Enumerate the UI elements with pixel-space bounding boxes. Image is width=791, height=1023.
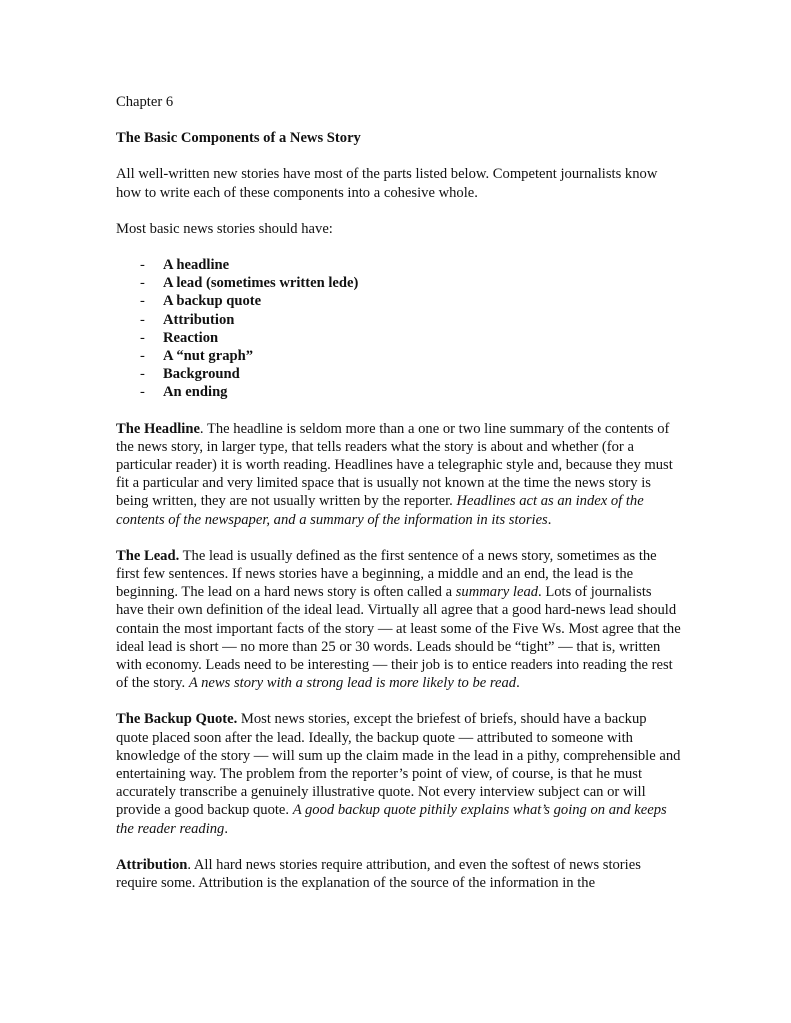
list-item (140, 347, 681, 365)
list-item-label: A “nut graph” (163, 347, 254, 364)
list-dash: - (140, 366, 145, 383)
list-item-label: A lead (sometimes written lede) (163, 275, 359, 292)
attribution-section (116, 856, 681, 892)
chapter-title: The Basic Components of a News Story (116, 130, 361, 147)
list-item (140, 256, 681, 274)
lead-section (116, 547, 681, 693)
attribution-heading: Attribution (116, 856, 188, 873)
list-item (140, 274, 681, 292)
backup-quote-end: . (224, 820, 229, 837)
lead-heading: The Lead. (116, 547, 180, 564)
attribution-body: . All hard news stories require attribution, and even the softest of news stories require some. Attribution is the explanation of the source of the information in the (116, 856, 641, 891)
list-item (140, 329, 681, 347)
lead-body-2: . Lots of journalists have their own definition of the ideal lead. Virtually all agree that a good hard-news lead should contain the most important facts of the story — at least some of the Five Ws. Most agree that the ideal lead is short — no more than 25 or 30 words. Leads should be “tight” — that is, written with economy. Leads need to be interesting — their job is to entice readers into reading the rest of the story. (116, 584, 681, 692)
headline-heading: The Headline (116, 420, 200, 437)
list-dash: - (140, 275, 145, 292)
list-dash: - (140, 384, 145, 401)
intro-paragraph: All well-written new stories have most of the parts listed below. Competent journalists know how to write each of these components into a cohesive whole. (116, 166, 658, 201)
components-list (116, 256, 681, 402)
headline-section (116, 420, 681, 529)
list-dash: - (140, 293, 145, 310)
list-item-label: A backup quote (163, 293, 262, 310)
lead-end: . (516, 675, 520, 692)
list-item-label: Attribution (163, 311, 235, 328)
list-item (140, 365, 681, 383)
backup-quote-section (116, 710, 681, 837)
backup-quote-summary: A good backup quote pithily explains what’s going on and keeps the reader reading (116, 802, 667, 837)
list-item-label: Background (163, 366, 240, 383)
lead-term: summary lead (455, 584, 539, 601)
list-item-label: Reaction (163, 329, 219, 346)
lead-summary: A news story with a strong lead is more likely to be read (188, 675, 517, 692)
list-item-label: An ending (163, 384, 228, 401)
list-item (140, 383, 681, 401)
document-page (116, 93, 681, 910)
list-intro: Most basic news stories should have: (116, 220, 333, 237)
list-dash: - (140, 311, 145, 328)
list-item-label: A headline (163, 257, 230, 274)
headline-summary: Headlines act as an index of the contents of the newspaper, and a summary of the information in its stories (116, 493, 644, 528)
backup-quote-heading: The Backup Quote. (116, 711, 238, 728)
list-dash: - (140, 329, 145, 346)
lead-body-1: The lead is usually defined as the first sentence of a news story, sometimes as the first few sentences. If news stories have a beginning, a middle and an end, the lead is the beginning. The lead on a hard news story is often called a (116, 547, 657, 601)
headline-end: . (547, 511, 552, 528)
headline-body: . The headline is seldom more than a one or two line summary of the contents of the news story, in larger type, that tells readers what the story is about and whether (for a particular reader) it is worth reading. Headlines have a telegraphic style and, because they must fit a particular and very limited space that is usually not known at the time the news story is being written, they are not usually written by the reporter. (116, 420, 673, 510)
chapter-label: Chapter 6 (116, 94, 174, 110)
list-item (140, 292, 681, 310)
backup-quote-body: Most news stories, except the briefest of briefs, should have a backup quote placed soon after the lead. Ideally, the backup quote — attributed to someone with knowledge of the story — will sum up the claim made in the lead in a pithy, comprehensible and entertaining way. The problem from the reporter’s point of view, of course, is that he must accurately transcribe a genuinely illustrative quote. Not every interview subject can or will provide a good backup quote. (116, 711, 681, 819)
list-dash: - (140, 347, 145, 364)
list-dash: - (140, 257, 145, 274)
list-item (140, 311, 681, 329)
